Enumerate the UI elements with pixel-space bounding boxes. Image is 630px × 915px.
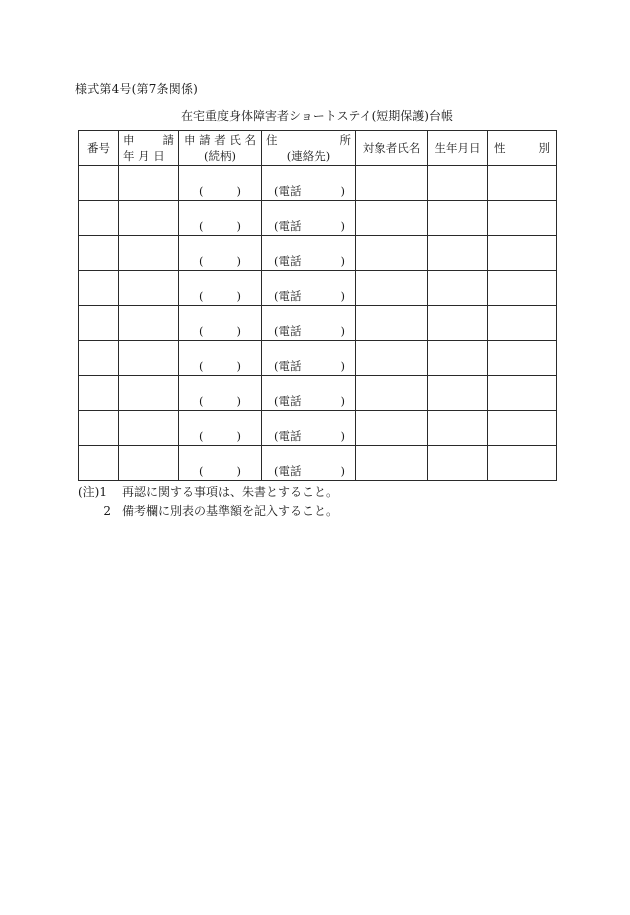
cell-applicant[interactable] (179, 411, 262, 446)
phone-paren-close: ) (340, 429, 345, 443)
relation-paren-close: ) (236, 219, 241, 233)
cell-birth-date[interactable] (428, 271, 488, 306)
cell-application-date[interactable] (119, 341, 179, 376)
cell-subject-name[interactable] (356, 271, 428, 306)
table-row (79, 411, 557, 446)
header-number-char-2: 号 (98, 141, 110, 155)
ledger-body (79, 166, 557, 481)
header-row (79, 131, 557, 166)
header-gender-char-2: 別 (538, 141, 550, 155)
cell-applicant[interactable] (179, 271, 262, 306)
header-applicant-top: 申 請 者 氏 名 (183, 133, 257, 147)
cell-address[interactable] (262, 306, 356, 341)
relation-paren-close: ) (236, 289, 241, 303)
cell-subject-name[interactable] (356, 201, 428, 236)
phone-paren-close: ) (340, 464, 345, 478)
cell-subject-name[interactable] (356, 376, 428, 411)
header-birth-date (428, 131, 488, 166)
cell-subject-name[interactable] (356, 166, 428, 201)
relation-paren-close: ) (236, 324, 241, 338)
cell-birth-date[interactable] (428, 201, 488, 236)
relation-paren-open: ( (199, 464, 204, 478)
note-1 (78, 483, 338, 502)
cell-birth-date[interactable] (428, 341, 488, 376)
cell-gender[interactable] (488, 306, 557, 341)
header-gender-char-1: 性 (494, 141, 506, 155)
header-gender (488, 131, 557, 166)
header-date-bottom: 年 月 日 (123, 149, 165, 163)
cell-subject-name[interactable] (356, 411, 428, 446)
cell-birth-date[interactable] (428, 376, 488, 411)
form-number: 様式第4号(第7条関係) (75, 82, 199, 96)
cell-application-date[interactable] (119, 306, 179, 341)
phone-paren-close: ) (340, 184, 345, 198)
cell-number[interactable] (79, 341, 119, 376)
cell-number[interactable] (79, 306, 119, 341)
note-2-prefix: 2 (103, 504, 111, 518)
relation-paren-close: ) (236, 359, 241, 373)
cell-address[interactable] (262, 236, 356, 271)
cell-birth-date[interactable] (428, 446, 488, 481)
relation-paren-close: ) (236, 394, 241, 408)
header-number (79, 131, 119, 166)
cell-number[interactable] (79, 201, 119, 236)
note-1-text: 再認に関する事項は、朱書とすること。 (122, 485, 339, 499)
relation-paren-close: ) (236, 184, 241, 198)
cell-application-date[interactable] (119, 201, 179, 236)
header-address-char-2: 所 (339, 133, 351, 147)
table-row (79, 446, 557, 481)
cell-number[interactable] (79, 446, 119, 481)
cell-address[interactable] (262, 411, 356, 446)
cell-applicant[interactable] (179, 166, 262, 201)
cell-address[interactable] (262, 446, 356, 481)
header-number-char-1: 番 (87, 141, 99, 155)
note-1-prefix: (注)1 (78, 485, 107, 499)
cell-applicant[interactable] (179, 306, 262, 341)
cell-application-date[interactable] (119, 236, 179, 271)
note-2-text: 備考欄に別表の基準額を記入すること。 (122, 504, 339, 518)
cell-application-date[interactable] (119, 411, 179, 446)
note-2 (78, 502, 338, 521)
relation-paren-open: ( (199, 184, 204, 198)
header-address-bottom: (連絡先) (286, 149, 331, 163)
cell-number[interactable] (79, 166, 119, 201)
phone-label: (電話 (274, 359, 302, 373)
phone-label: (電話 (274, 429, 302, 443)
phone-paren-close: ) (340, 324, 345, 338)
table-row (79, 201, 557, 236)
header-date-char-2: 請 (162, 133, 174, 147)
cell-birth-date[interactable] (428, 306, 488, 341)
phone-label: (電話 (274, 254, 302, 268)
phone-label: (電話 (274, 324, 302, 338)
cell-subject-name[interactable] (356, 341, 428, 376)
cell-gender[interactable] (488, 236, 557, 271)
table-row (79, 271, 557, 306)
cell-subject-name[interactable] (356, 306, 428, 341)
notes (78, 483, 338, 521)
cell-number[interactable] (79, 376, 119, 411)
cell-applicant[interactable] (179, 341, 262, 376)
relation-paren-open: ( (199, 254, 204, 268)
table-row (79, 306, 557, 341)
cell-number[interactable] (79, 236, 119, 271)
header-birth-date-label: 生年月日 (434, 141, 481, 155)
ledger-table (78, 130, 557, 481)
relation-paren-close: ) (236, 429, 241, 443)
cell-address[interactable] (262, 201, 356, 236)
cell-number[interactable] (79, 271, 119, 306)
table-row (79, 376, 557, 411)
cell-application-date[interactable] (119, 446, 179, 481)
relation-paren-open: ( (199, 394, 204, 408)
document-title: 在宅重度身体障害者ショートステイ(短期保護)台帳 (181, 109, 453, 123)
phone-label: (電話 (274, 464, 302, 478)
phone-label: (電話 (274, 219, 302, 233)
cell-address[interactable] (262, 376, 356, 411)
header-address (262, 131, 356, 166)
relation-paren-open: ( (199, 324, 204, 338)
phone-label: (電話 (274, 184, 302, 198)
relation-paren-open: ( (199, 359, 204, 373)
phone-paren-close: ) (340, 289, 345, 303)
cell-subject-name[interactable] (356, 236, 428, 271)
header-application-date (119, 131, 179, 166)
cell-gender[interactable] (488, 411, 557, 446)
relation-paren-close: ) (236, 464, 241, 478)
cell-applicant[interactable] (179, 446, 262, 481)
table-row (79, 236, 557, 271)
cell-gender[interactable] (488, 166, 557, 201)
cell-number[interactable] (79, 411, 119, 446)
relation-paren-open: ( (199, 219, 204, 233)
cell-address[interactable] (262, 341, 356, 376)
phone-label: (電話 (274, 289, 302, 303)
header-date-char-1: 申 (123, 133, 135, 147)
cell-birth-date[interactable] (428, 411, 488, 446)
cell-gender[interactable] (488, 376, 557, 411)
phone-label: (電話 (274, 394, 302, 408)
relation-paren-close: ) (236, 254, 241, 268)
cell-gender[interactable] (488, 446, 557, 481)
table-row (79, 341, 557, 376)
cell-birth-date[interactable] (428, 166, 488, 201)
phone-paren-close: ) (340, 394, 345, 408)
cell-application-date[interactable] (119, 376, 179, 411)
header-address-char-1: 住 (266, 133, 278, 147)
cell-application-date[interactable] (119, 166, 179, 201)
phone-paren-close: ) (340, 254, 345, 268)
cell-applicant[interactable] (179, 201, 262, 236)
cell-gender[interactable] (488, 271, 557, 306)
header-applicant-bottom: (続柄) (204, 149, 236, 163)
relation-paren-open: ( (199, 289, 204, 303)
cell-birth-date[interactable] (428, 236, 488, 271)
header-applicant (179, 131, 262, 166)
cell-address[interactable] (262, 166, 356, 201)
cell-subject-name[interactable] (356, 446, 428, 481)
cell-applicant[interactable] (179, 236, 262, 271)
header-subject-name (356, 131, 428, 166)
phone-paren-close: ) (340, 359, 345, 373)
cell-gender[interactable] (488, 201, 557, 236)
phone-paren-close: ) (340, 219, 345, 233)
cell-application-date[interactable] (119, 271, 179, 306)
cell-applicant[interactable] (179, 376, 262, 411)
header-subject-name-label: 対象者氏名 (362, 141, 421, 155)
relation-paren-open: ( (199, 429, 204, 443)
cell-address[interactable] (262, 271, 356, 306)
table-row (79, 166, 557, 201)
cell-gender[interactable] (488, 341, 557, 376)
